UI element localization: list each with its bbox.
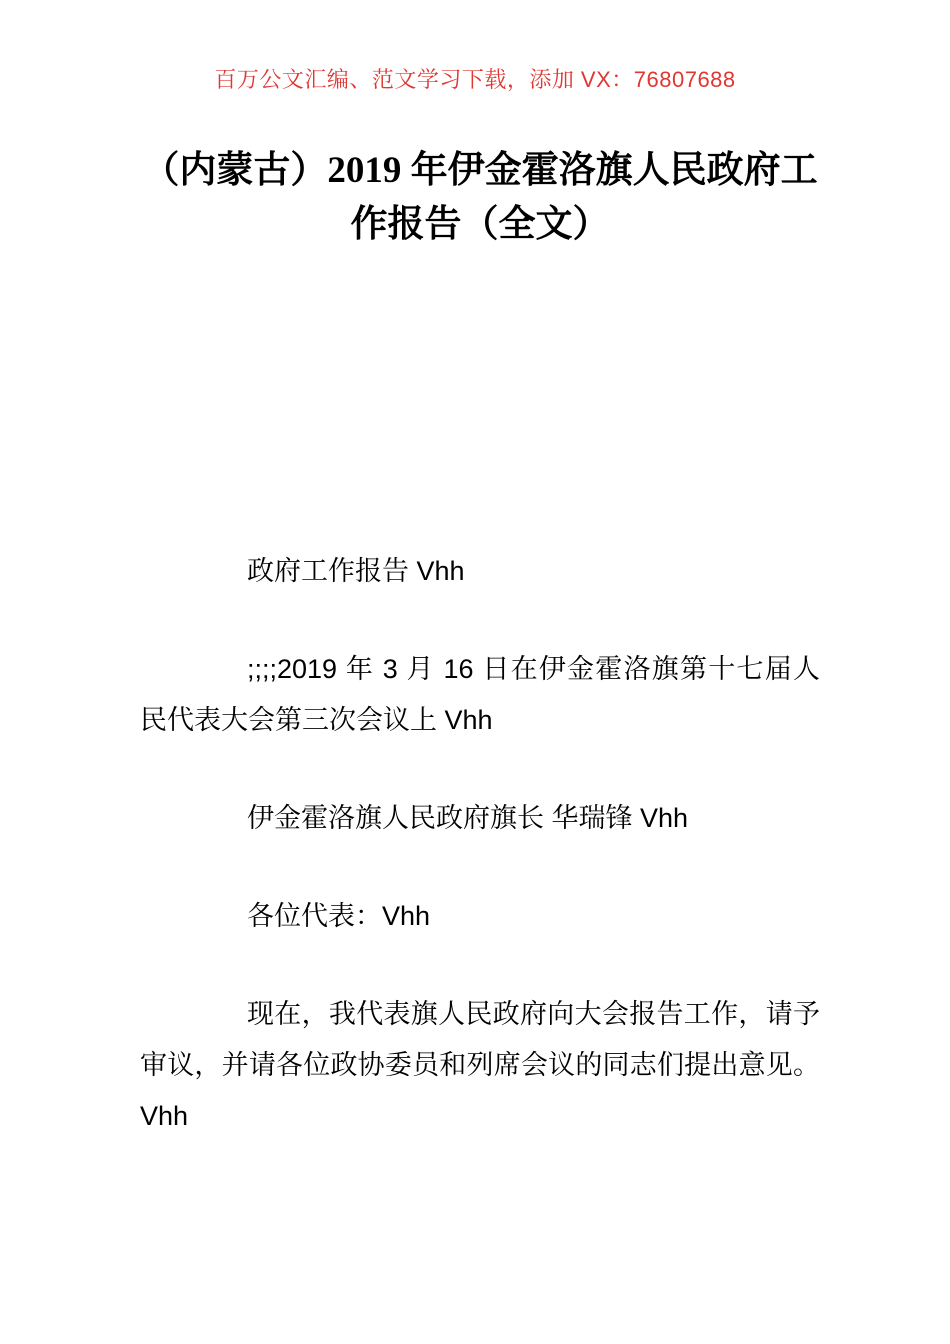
paragraph-speaker: 伊金霍洛旗人民政府旗长 华瑞锋 Vhh [247,803,689,833]
document-title [140,144,820,252]
promo-banner [0,0,950,94]
paragraph-meeting-info: ;;;;2019 年 3 月 16 日在伊金霍洛旗第十七届人民代表大会第三次会议上 Vhh [140,654,820,735]
title-line-1: （内蒙古）2019 年伊金霍洛旗人民政府工 [142,150,818,191]
title-line-2: 作报告（全文） [350,204,610,245]
promo-text: 百万公文汇编、范文学习下载，添加 VX：76807688 [214,67,736,92]
paragraph-salutation: 各位代表：Vhh [247,901,431,931]
paragraph-report-title: 政府工作报告 Vhh [247,556,465,586]
document-body [140,546,820,1142]
paragraph-opening: 现在，我代表旗人民政府向大会报告工作，请予审议，并请各位政协委员和列席会议的同志们提出意见。Vhh [140,999,820,1131]
